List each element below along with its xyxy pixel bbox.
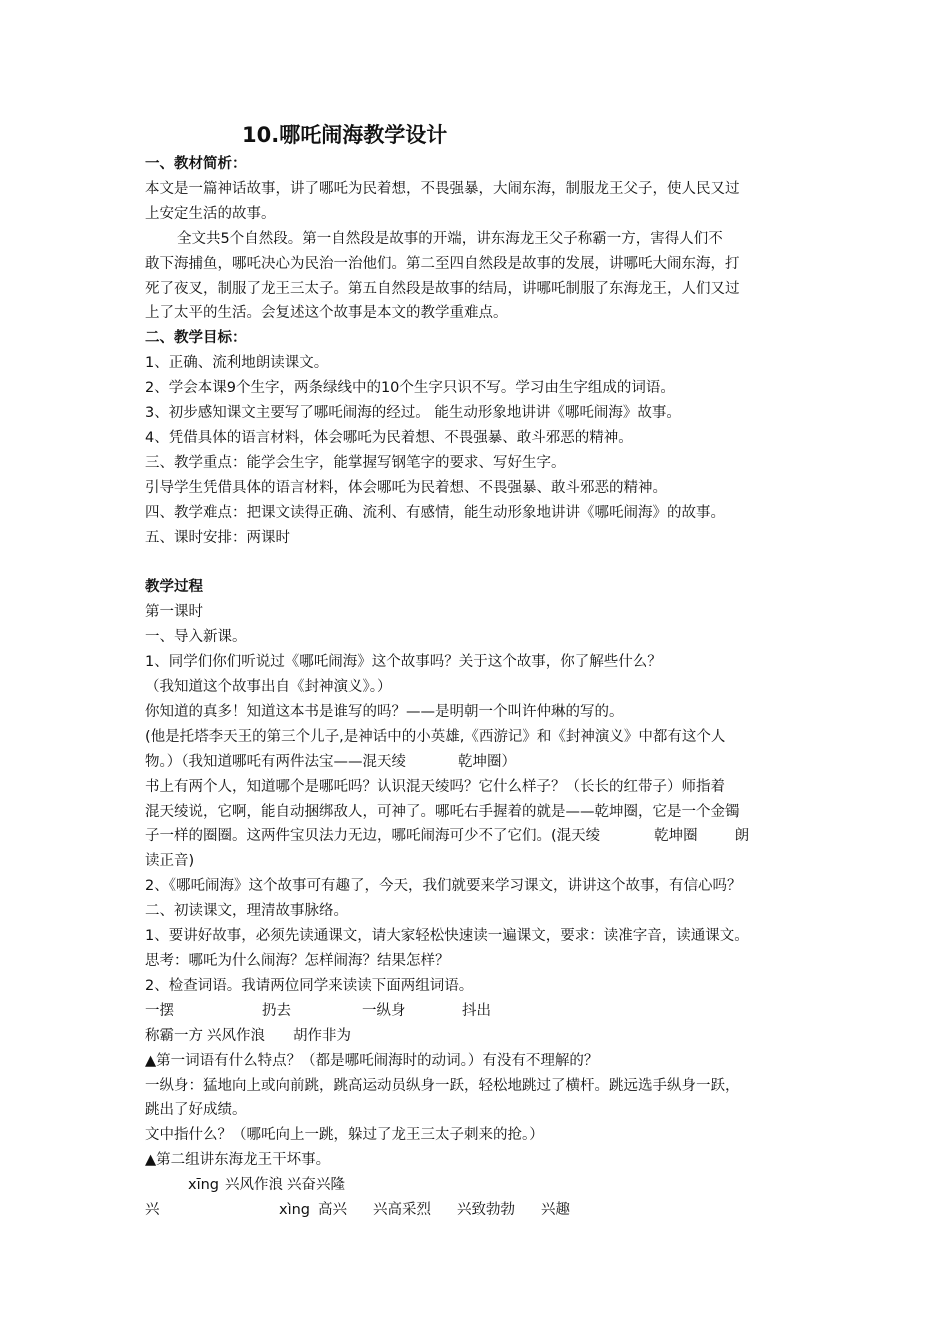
paragraph-line: 上了太平的生活。会复述这个故事是本文的教学重难点。 [145,305,508,322]
process-line: 读正音) [145,853,195,870]
word: 兴奋兴隆 [287,1177,346,1194]
process-line: 文中指什么？（哪吒向上一跳，躲过了龙王三太子刺来的抢。） [145,1127,544,1144]
schedule-line: 五、课时安排：两课时 [145,529,290,546]
process-line: 书上有两个人，知道哪个是哪吒吗？认识混天绫吗？它什么样子？（长长的红带子）师指着 [145,778,725,795]
part-heading: 二、初读课文，理清故事脉络。 [145,903,348,920]
document-page [145,118,810,1223]
line-segment: 乾坤圈） [458,753,516,770]
process-line: 2、检查词语。我请两位同学来读读下面两组词语。 [145,977,474,994]
word: 一摆 [145,1002,174,1019]
paragraph-line: 敢下海捕鱼，哪吒决心为民治一治他们。第二至四自然段是故事的发展，讲哪吒大闹东海，打 [145,255,740,272]
line-segment: 乾坤圈 [654,828,698,845]
process-line: （我知道这个故事出自《封神演义》。） [145,679,392,696]
line-segment: 朗 [734,828,750,845]
process-line: ▲第二组讲东海龙王干坏事。 [145,1152,331,1169]
process-line: 1、同学们你们听说过《哪吒闹海》这个故事吗？关于这个故事，你了解些什么？ [145,654,662,671]
process-line: (他是托塔李天王的第三个儿子,是神话中的小英雄,《西游记》和《封神演义》中都有这个人 [145,728,726,745]
word: 兴高采烈 [373,1202,432,1219]
word: 称霸一方 [145,1027,203,1044]
process-line [145,750,810,775]
difficulty-line: 四、教学难点：把课文读得正确、流利、有感情，能生动形象地讲讲《哪吒闹海》的故事。 [145,504,725,521]
paragraph-line: 上安定生活的故事。 [145,205,276,222]
paragraph-line: 本文是一篇神话故事，讲了哪吒为民着想，不畏强暴，大闹东海，制服龙王父子，使人民又过 [145,180,740,197]
word: 兴风作浪 [207,1027,265,1044]
key-point-line: 引导学生凭借具体的语言材料，体会哪吒为民着想、不畏强暴、敢斗邪恶的精神。 [145,479,667,496]
paragraph-line: 死了夜叉，制服了龙王三太子。第五自然段是故事的结局，讲哪吒制服了东海龙王，人们又过 [145,280,740,297]
process-line: 2、《哪吒闹海》这个故事可有趣了，今天，我们就要来学习课文，讲讲这个故事，有信心吗？ [145,878,742,895]
process-line: 一纵身：猛地向上或向前跳，跳高运动员纵身一跃，轻松地跳过了横杆。跳远选手纵身一跃， [145,1077,740,1094]
character: 兴 [145,1202,160,1219]
pinyin: xìng [279,1202,311,1219]
blank-line [145,551,810,576]
pinyin-row [145,1198,810,1223]
section-heading-goals: 二、教学目标： [145,330,247,347]
process-line: 你知道的真多！知道这本书是谁写的吗？——是明朝一个叫许仲琳的写的。 [145,703,624,720]
goal-item: 4、凭借具体的语言材料，体会哪吒为民着想、不畏强暴、敢斗邪恶的精神。 [145,429,633,446]
lesson-label: 第一课时 [145,604,203,621]
line-segment: 子一样的圈圈。这两件宝贝法力无边，哪吒闹海可少不了它们。(混天绫 [145,828,601,845]
word-row [145,1024,810,1049]
paragraph-line: 全文共5个自然段。第一自然段是故事的开端，讲东海龙王父子称霸一方，害得人们不 [177,230,723,247]
goal-item: 3、初步感知课文主要写了哪吒闹海的经过。 能生动形象地讲讲《哪吒闹海》故事。 [145,405,681,422]
pinyin-row [145,1173,810,1198]
goal-item: 1、正确、流利地朗读课文。 [145,355,329,372]
word-row [145,999,810,1024]
process-line: 1、要讲好故事，必须先读通课文，请大家轻松快速读一遍课文，要求：读准字音，读通课文。 [145,928,749,945]
process-line: 混天绫说，它啊，能自动捆绑敌人，可神了。哪吒右手握着的就是——乾坤圈，它是一个金镯 [145,803,740,820]
line-segment: 物。）（我知道哪吒有两件法宝——混天绫 [145,753,406,770]
part-heading: 一、导入新课。 [145,629,247,646]
document-title: 10.哪吒闹海教学设计 [242,123,448,147]
word: 兴风作浪 [225,1177,284,1194]
pinyin: xīng [188,1177,220,1194]
section-heading-analysis: 一、教材简析： [145,156,247,172]
word: 兴趣 [541,1202,571,1219]
word: 兴致勃勃 [457,1202,516,1219]
key-point-line: 三、教学重点：能学会生字，能掌握写钢笔字的要求、写好生字。 [145,454,566,471]
word: 胡作非为 [293,1027,351,1044]
process-line [145,824,810,849]
process-line: ▲第一词语有什么特点？（都是哪吒闹海时的动词。）有没有不理解的？ [145,1052,599,1069]
word: 抖出 [462,1002,491,1019]
word: 高兴 [318,1202,348,1219]
process-line: 跳出了好成绩。 [145,1102,247,1119]
word: 一纵身 [362,1002,406,1019]
goal-item: 2、学会本课9个生字，两条绿线中的10个生字只识不写。学习由生字组成的词语。 [145,380,675,397]
process-line: 思考：哪吒为什么闹海？怎样闹海？结果怎样？ [145,952,450,969]
process-heading: 教学过程 [145,579,203,596]
word: 扔去 [262,1002,291,1019]
